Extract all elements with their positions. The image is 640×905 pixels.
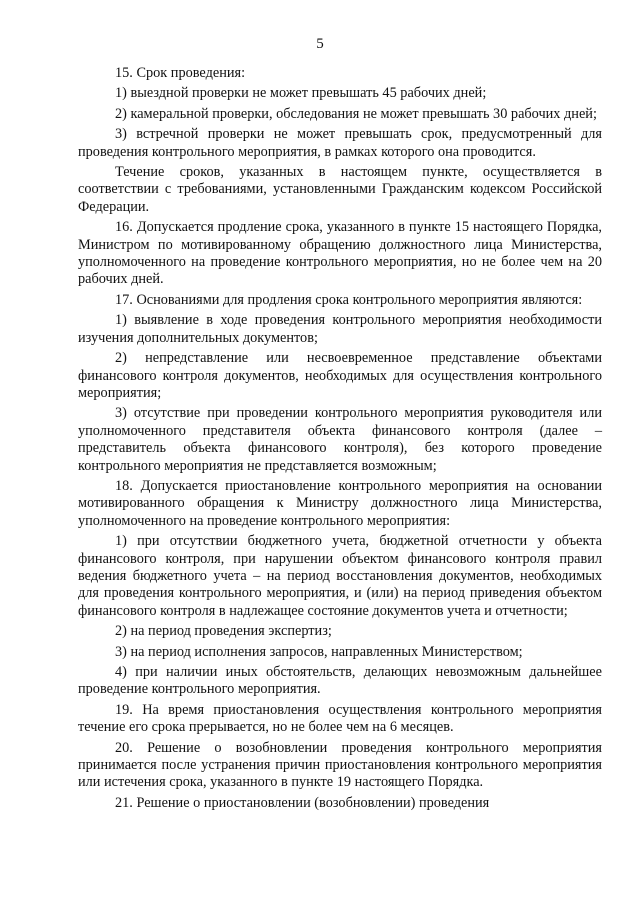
document-body [78, 65, 602, 812]
paragraph-15-item-2: 2) камеральной проверки, обследования не может превышать 30 рабочих дней; [115, 105, 597, 122]
paragraph-18-item-3: 3) на период исполнения запросов, направленных Министерством; [115, 643, 523, 660]
paragraph-21-start: 21. Решение о приостановлении (возобновлении) проведения [115, 794, 490, 811]
paragraph-18-item-4: 4) при наличии иных обстоятельств, делающих невозможным дальнейшее проведение контрольного мероприятия. [78, 664, 602, 698]
paragraph-15-item-3: 3) встречной проверки не может превышать срок, предусмотренный для проведения контрольного мероприятия, в рамках которого она проводится. [78, 126, 602, 160]
paragraph-15-item-1: 1) выездной проверки не может превышать 45 рабочих дней; [115, 85, 487, 102]
paragraph-18-title: 18. Допускается приостановление контрольного мероприятия на основании мотивированного обращения к Министру должностного лица Министерства, уполномоченного на проведение контрольного мероприятия: [78, 477, 602, 529]
paragraph-17-item-1: 1) выявление в ходе проведения контрольного мероприятия необходимости изучения дополнительных документов; [78, 312, 602, 346]
paragraph-17-title: 17. Основаниями для продления срока контрольного мероприятия являются: [115, 291, 583, 308]
paragraph-18-item-2: 2) на период проведения экспертиз; [115, 623, 332, 640]
paragraph-15-title: 15. Срок проведения: [115, 65, 246, 81]
paragraph-16: 16. Допускается продление срока, указанного в пункте 15 настоящего Порядка, Министром по мотивированному обращению должностного лица Министерства, уполномоченного на проведение контрольного мероприятия, но не более чем на 20 рабочих дней. [78, 219, 602, 288]
paragraph-17-item-2: 2) непредставление или несвоевременное представление объектами финансового контроля документов, необходимых для осуществления контрольного мероприятия; [78, 350, 602, 401]
page-number: 5 [316, 36, 324, 52]
paragraph-15-terms: Течение сроков, указанных в настоящем пункте, осуществляется в соответствии с требованиями, установленными Гражданским кодексом Российской Федерации. [78, 164, 602, 215]
paragraph-17-item-3: 3) отсутствие при проведении контрольного мероприятия руководителя или уполномоченного представителя объекта финансового контроля (далее – представитель объекта финансового контроля), без которого проведение контрольного мероприятия не представляется возможным; [78, 405, 602, 474]
paragraph-20: 20. Решение о возобновлении проведения контрольного мероприятия принимается после устранения причин приостановления контрольного мероприятия или истечения срока, указанного в пункте 19 настоящего Порядка. [78, 739, 602, 791]
paragraph-18-item-1: 1) при отсутствии бюджетного учета, бюджетной отчетности у объекта финансового контроля, при нарушении объектом финансового контроля правил ведения бюджетного учета – на период восстановления документов, необходимых для проведения контрольного мероприятия, и (или) на период приведения объектом финансового контроля в надлежащее состояние документов учета и отчетности; [78, 533, 602, 619]
paragraph-19: 19. На время приостановления осуществления контрольного мероприятия течение его срока прерывается, но не более чем на 6 месяцев. [78, 701, 602, 736]
